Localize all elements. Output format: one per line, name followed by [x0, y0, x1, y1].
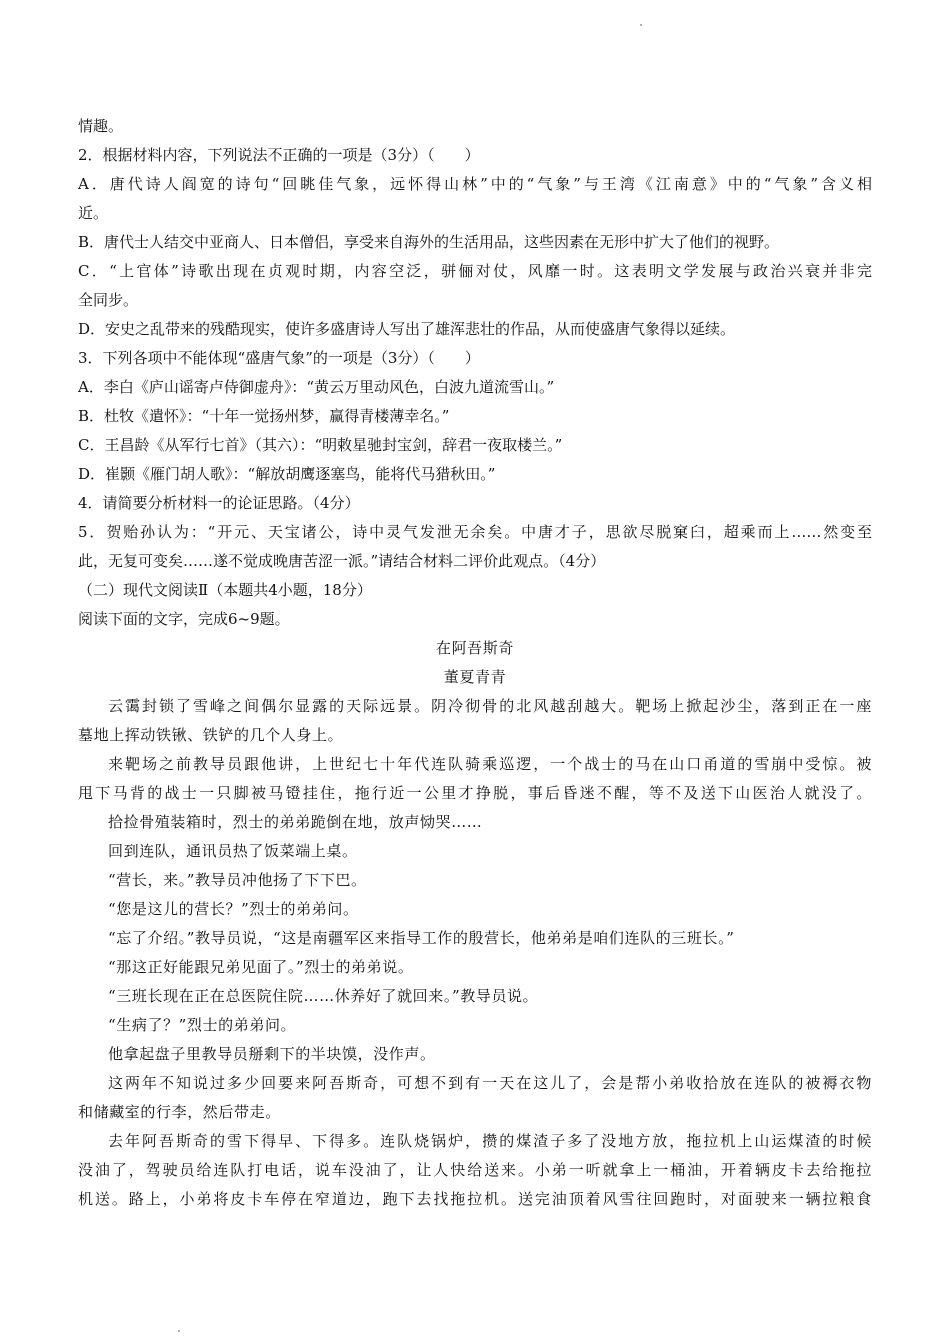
- story-paragraph: “那这正好能跟兄弟见面了。”烈士的弟弟说。: [108, 958, 414, 976]
- question-5-cont: 此，无复可变矣……遂不觉成晚唐苦涩一派。”请结合材料二评价此观点。（4分）: [78, 552, 606, 570]
- story-paragraph: “忘了介绍。”教导员说，“这是南疆军区来指导工作的殷营长，他弟弟是咱们连队的三班长。”: [108, 929, 735, 947]
- story-paragraph-cont: 墓地上挥动铁锹、铁铲的几个人身上。: [78, 726, 344, 744]
- option-2c: C．“上官体”诗歌出现在贞观时期，内容空泛，骈俪对仗，风靡一时。这表明文学发展与政治兴衰并非完: [78, 262, 872, 280]
- option-2d: D．安史之乱带来的残酷现实，使许多盛唐诗人写出了雄浑悲壮的作品，从而使盛唐气象得以延续。: [78, 320, 736, 338]
- section-heading: （二）现代文阅读Ⅱ（本题共4小题，18分）: [78, 581, 372, 599]
- story-paragraph: 他拿起盘子里教导员掰剩下的半块馍，没作声。: [108, 1045, 436, 1063]
- story-paragraph: “生病了？”烈士的弟弟问。: [108, 1016, 297, 1034]
- question-2: 2．根据材料内容，下列说法不正确的一项是（3分）（ ）: [78, 146, 480, 164]
- option-2b: B．唐代士人结交中亚商人、日本僧侣，享受来自海外的生活用品，这些因素在无形中扩大了他们的视野。: [78, 233, 780, 251]
- story-paragraph: “您是这儿的营长？”烈士的弟弟问。: [108, 900, 359, 918]
- question-5: 5．贺贻孙认为：“开元、天宝诸公，诗中灵气发泄无余矣。中唐才子，思欲尽脱窠臼，超乘而上……然变至: [78, 523, 872, 541]
- question-3: 3．下列各项中不能体现“盛唐气象”的一项是（3分）（ ）: [78, 349, 480, 367]
- text-line: 情趣。: [78, 117, 124, 135]
- story-paragraph: 这两年不知说过多少回要来阿吾斯奇，可想不到有一天在这儿了，会是帮小弟收拾放在连队的被褥衣物: [108, 1074, 872, 1092]
- option-2a-cont: 近。: [78, 204, 109, 222]
- story-paragraph-cont: 甩下马背的战士一只脚被马镫挂住，拖行近一公里才挣脱，事后昏迷不醒，等不及送下山医治人就没了。: [78, 784, 872, 802]
- story-author: 董夏青青: [443, 668, 507, 686]
- option-3d: D．崔颢《雁门胡人歌》：“解放胡鹰逐塞鸟，能将代马猎秋田。”: [78, 465, 496, 483]
- scan-dot-top: [640, 24, 642, 26]
- questions-section: [78, 112, 872, 634]
- option-2c-cont: 全同步。: [78, 291, 139, 309]
- story-paragraph: “营长，来。”教导员冲他扬了下下巴。: [108, 871, 367, 889]
- document-page: [78, 112, 872, 1214]
- reading-instruction: 阅读下面的文字，完成6~9题。: [78, 610, 290, 628]
- story-paragraph-cont: 没油了，驾驶员给连队打电话，说车没油了，让人快给送来。小弟一听就拿上一桶油，开着辆皮卡去给拖拉: [78, 1161, 872, 1179]
- question-4: 4．请简要分析材料一的论证思路。（4分）: [78, 494, 360, 512]
- story-paragraph-cont: 和储藏室的行李，然后带走。: [78, 1103, 281, 1121]
- story-paragraph: 云霭封锁了雪峰之间偶尔显露的天际远景。阴冷彻骨的北风越刮越大。靶场上掀起沙尘，落到正在一座: [108, 697, 872, 715]
- story-paragraph: 回到连队，通讯员热了饭菜端上桌。: [108, 842, 358, 860]
- option-2a: A．唐代诗人阎宽的诗句“回眺佳气象，远怀得山林”中的“气象”与王湾《江南意》中的“气象”含义相: [78, 175, 872, 193]
- option-3c: C．王昌龄《从军行七首》（其六）：“明敕星驰封宝剑，辞君一夜取楼兰。”: [78, 436, 563, 454]
- story-title: 在阿吾斯奇: [435, 639, 514, 657]
- scan-dot-bottom: [178, 1330, 180, 1332]
- story-paragraph-cont: 机送。路上，小弟将皮卡车停在窄道边，跑下去找拖拉机。送完油顶着风雪往回跑时，对面驶来一辆拉粮食: [78, 1190, 872, 1208]
- story-section: [78, 634, 872, 1214]
- story-paragraph: 去年阿吾斯奇的雪下得早、下得多。连队烧锅炉，攒的煤渣子多了没地方放，拖拉机上山运煤渣的时候: [108, 1132, 872, 1150]
- option-3a: A．李白《庐山谣寄卢侍御虚舟》：“黄云万里动风色，白波九道流雪山。”: [78, 378, 555, 396]
- option-3b: B．杜牧《遣怀》：“十年一觉扬州梦，赢得青楼薄幸名。”: [78, 407, 450, 425]
- story-paragraph: 拾捡骨殖装箱时，烈士的弟弟跪倒在地，放声恸哭……: [108, 813, 483, 831]
- story-paragraph: “三班长现在正在总医院住院……休养好了就回来。”教导员说。: [108, 987, 539, 1005]
- story-paragraph: 来靶场之前教导员跟他讲，上世纪七十年代连队骑乘巡逻，一个战士的马在山口甬道的雪崩中受惊。被: [108, 755, 872, 773]
